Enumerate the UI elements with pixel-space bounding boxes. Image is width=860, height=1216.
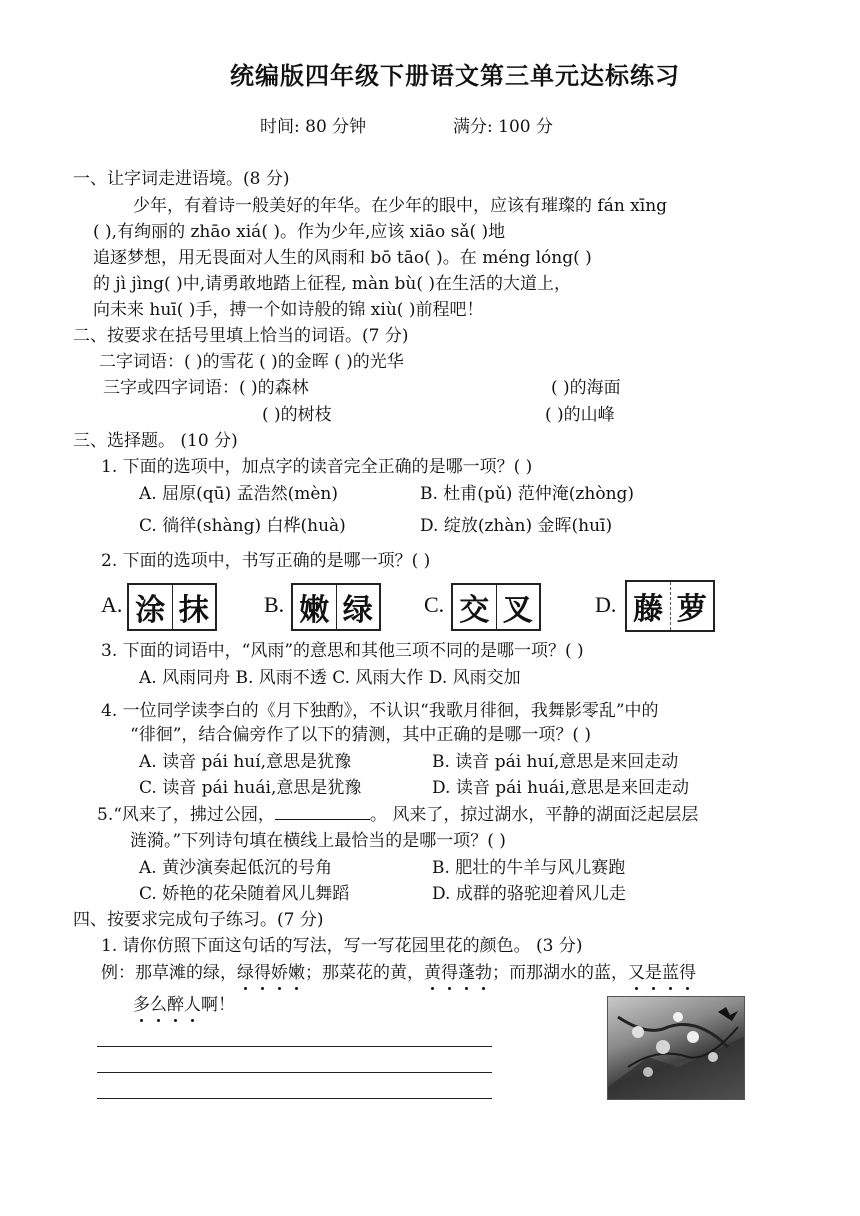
example-mid-2: ；而那湖水的蓝， [492,963,628,983]
question-5-option-a: A. 黄沙演奏起低沉的号角 [139,858,333,878]
question-1: 1. 下面的选项中，加点字的读音完全正确的是哪一项？( ) [101,457,533,477]
section-1-heading: 一、让字词走进语境。(8 分) [73,169,290,189]
example-dotted-1 [237,963,305,983]
question-4-line-1: 4. 一位同学读李白的《月下独酌》，不认识“我歌月徘徊，我舞影零乱”中的 [101,701,659,721]
q2-option-b-label: B. [264,592,285,617]
emphasis-char: 得 [679,963,696,983]
q2-option-d-char-1: 藤 [633,592,664,627]
q2-option-c-box [451,583,541,631]
section-2-row-2-left: 三字或四字词语：( )的森林 [103,378,309,398]
section-4-heading: 四、按要求完成句子练习。(7 分) [73,910,324,930]
question-4-option-a: A. 读音 pái huí,意思是犹豫 [139,752,352,772]
q2-option-a-char-1: 涂 [135,593,166,628]
question-3: 3. 下面的词语中，“风雨”的意思和其他三项不同的是哪一项？( ) [101,641,584,661]
question-5-line-2: 涟漪。”下列诗句填在横线上最恰当的是哪一项？( ) [130,831,506,851]
emphasis-char: 人 [184,995,201,1015]
q2-option-c-char-1: 交 [459,593,490,628]
score-label: 满分: 100 分 [453,117,553,137]
emphasis-char: 蓬 [458,963,475,983]
question-5-line-1 [97,804,698,826]
q2-option-a-box [127,583,217,631]
example-dotted-3 [628,963,696,983]
question-4-option-b: B. 读音 pái huí,意思是来回走动 [432,752,679,772]
section-2-row-2-right: ( )的海面 [551,378,621,398]
question-1-option-c: C. 徜徉(shàng) 白桦(huà) [139,516,346,536]
section-1-line-4: 的 jì jìng( )中,请勇敢地踏上征程, màn bù( )在生活的大道上， [93,274,572,294]
emphasis-char: 多 [133,995,150,1015]
question-5-option-b: B. 肥壮的牛羊与风儿赛跑 [432,858,626,878]
q2-option-c-char-2: 叉 [496,585,540,629]
section-2-heading: 二、按要求在括号里填上恰当的词语。(7 分) [73,326,409,346]
answer-line-2[interactable] [97,1072,492,1073]
emphasis-char: 是 [645,963,662,983]
emphasis-char: 绿 [237,963,254,983]
section-2-row-1: 二字词语：( )的雪花 ( )的金晖 ( )的光华 [99,352,404,372]
question-3-options: A. 风雨同舟 B. 风雨不透 C. 风雨大作 D. 风雨交加 [139,668,521,688]
section-3-heading: 三、选择题。 (10 分) [73,431,238,451]
page-title: 统编版四年级下册语文第三单元达标练习 [230,61,680,90]
question-5-blank[interactable] [275,805,370,820]
question-5-option-d: D. 成群的骆驼迎着风儿走 [432,884,626,904]
section-2-row-3-right: ( )的山峰 [545,405,615,425]
emphasis-char: 嫩 [288,963,305,983]
flower-photo [607,996,745,1100]
question-4-option-d: D. 读音 pái huái,意思是来回走动 [432,778,689,798]
answer-line-1[interactable] [97,1046,492,1047]
question-1-option-b: B. 杜甫(pǔ) 范仲淹(zhòng) [420,484,635,504]
emphasis-char: 勃 [475,963,492,983]
question-5-option-c: C. 娇艳的花朵随着风儿舞蹈 [139,884,350,904]
q2-option-b-char-1: 嫩 [299,593,330,628]
emphasis-char: 黄 [424,963,441,983]
emphasis-char: 得 [441,963,458,983]
emphasis-char: 得 [254,963,271,983]
emphasis-char: 又 [628,963,645,983]
question-1-option-d: D. 绽放(zhàn) 金晖(huī) [420,516,613,536]
q2-option-a-char-2: 抹 [172,585,216,629]
emphasis-char: 蓝 [662,963,679,983]
q2-option-d-char-2: 萝 [670,582,714,630]
example-dotted-2 [424,963,492,983]
section-2-row-3-left: ( )的树枝 [262,405,332,425]
emphasis-char: 醉 [167,995,184,1015]
flower-photo-image [608,997,744,1099]
q2-option-b-box [291,583,381,631]
q2-option-d-label: D. [595,592,617,617]
section-4-question-1: 1. 请你仿照下面这句话的写法，写一写花园里花的颜色。 (3 分) [101,936,583,956]
question-1-option-a: A. 屈原(qū) 孟浩然(mèn) [139,484,338,504]
section-1-line-5: 向未来 huī( )手，搏一个如诗般的锦 xiù( )前程吧！ [93,300,484,320]
q2-option-b-char-2: 绿 [336,585,380,629]
emphasis-char: 娇 [271,963,288,983]
time-label: 时间: 80 分钟 [260,117,367,137]
q2-option-c-label: C. [424,592,445,617]
section-1-line-3: 追逐梦想，用无畏面对人生的风雨和 bō tāo( )。在 méng lóng( ) [93,248,592,268]
section-1-line-2: ( ),有绚丽的 zhāo xiá( )。作为少年,应该 xiāo sǎ( )地 [93,222,506,242]
question-5-text-after-blank: 。 风来了，掠过湖水，平静的湖面泛起层层 [369,805,699,825]
example-dotted-4 [133,995,201,1015]
q2-option-a-label: A. [101,592,123,617]
example-sentence-line-2 [133,994,235,1016]
example-prefix: 例：那草滩的绿， [101,963,237,983]
question-4-option-c: C. 读音 pái huái,意思是犹豫 [139,778,362,798]
question-4-line-2: “徘徊”，结合偏旁作了以下的猜测，其中正确的是哪一项？( ) [130,725,592,745]
q2-option-d-box [625,580,715,632]
example-mid-1: ；那菜花的黄， [305,963,424,983]
emphasis-char: 么 [150,995,167,1015]
question-5-text-before-blank: 5.“风来了，拂过公园， [97,805,275,825]
answer-line-3[interactable] [97,1098,492,1099]
example-end: 啊！ [201,995,235,1015]
example-sentence-line-1 [101,962,696,984]
section-1-line-1: 少年，有着诗一般美好的年华。在少年的眼中，应该有璀璨的 fán xīng [133,196,668,216]
question-2: 2. 下面的选项中，书写正确的是哪一项？( ) [101,551,431,571]
